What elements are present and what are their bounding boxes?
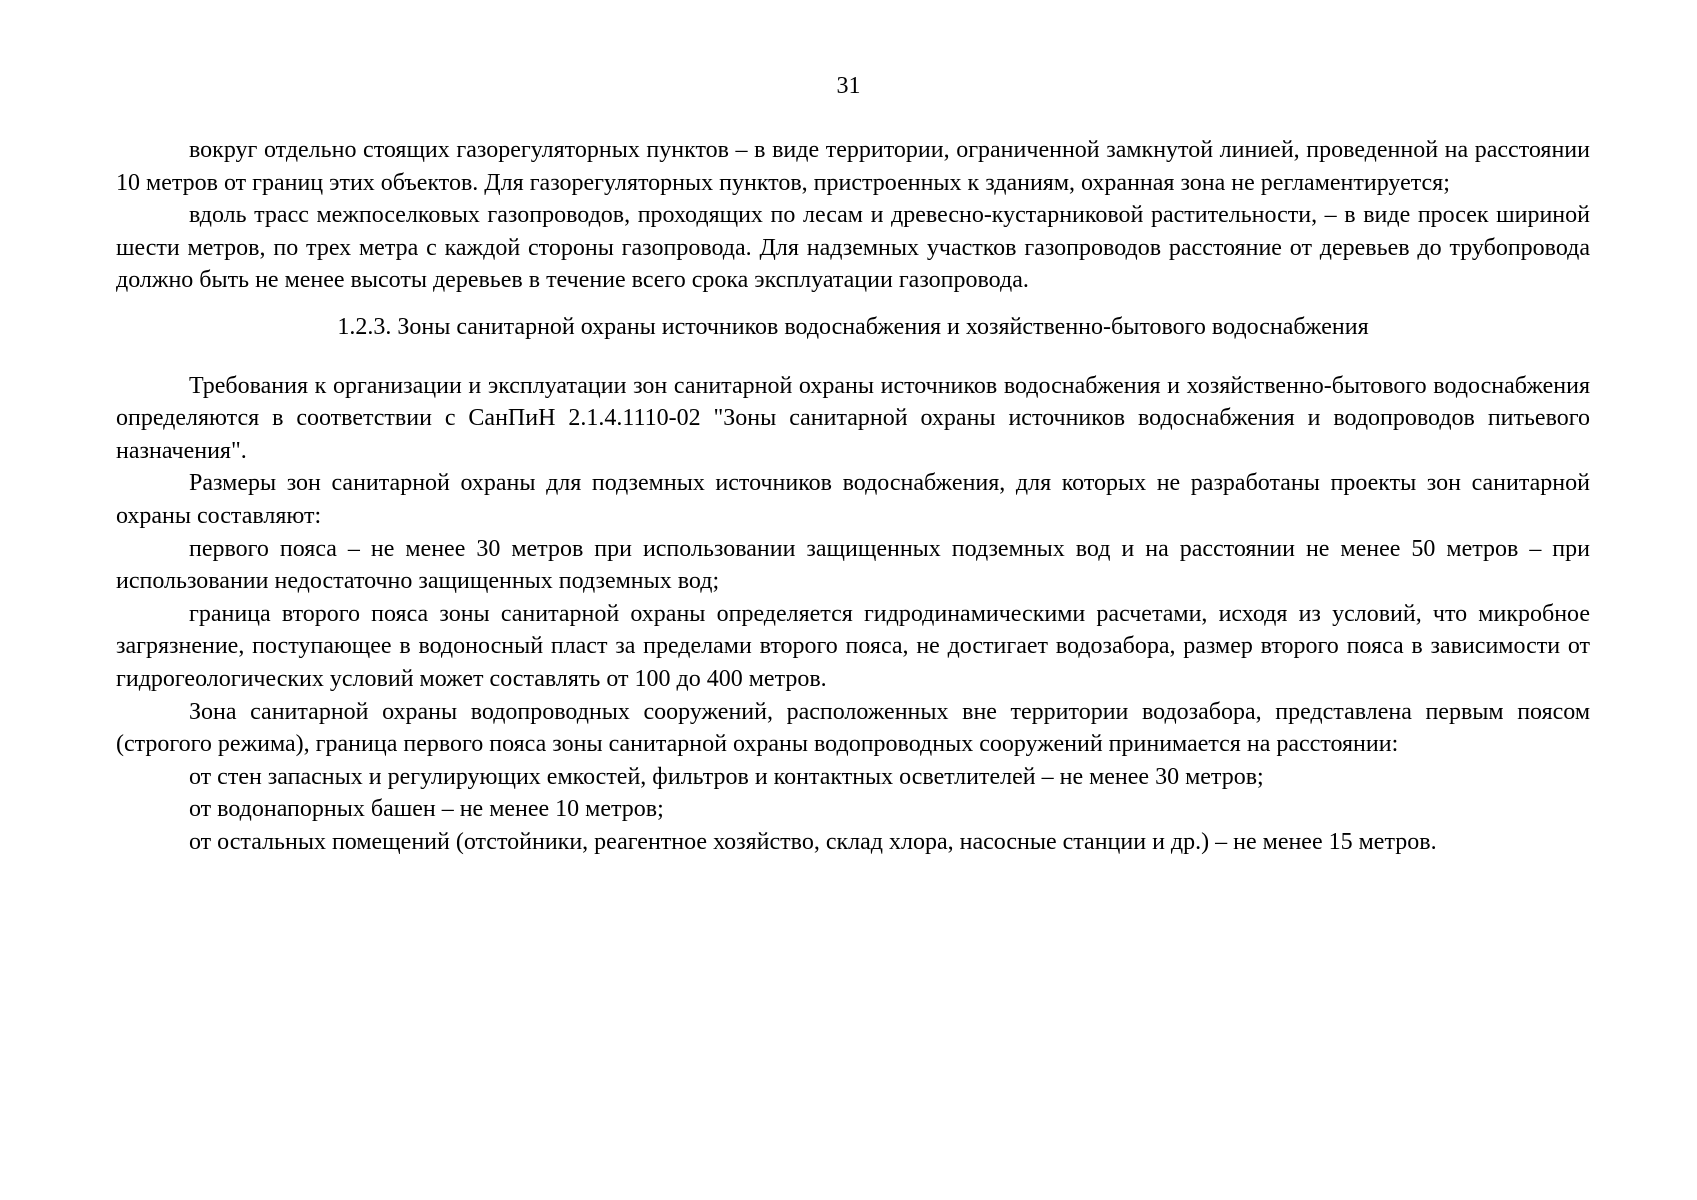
paragraph-second-belt: граница второго пояса зоны санитарной охраны определяется гидродинамическими расчетами, исходя из условий, что микробное загрязнение, поступающее в водоносный пласт за пределами второго пояса, не достигает водозабора, размер второго пояса в зависимости от гидрогеологических условий может составлять от 100 до 400 метров. bbox=[116, 600, 1590, 692]
paragraph-intersettlement-pipelines: вдоль трасс межпоселковых газопроводов, проходящих по лесам и древесно-кустарниковой растительности, – в виде просек шириной шести метров, по трех метра с каждой стороны газопровода. Для надземных участков газопроводов расстояние от деревьев до трубопровода должно быть не менее высоты деревьев в течение всего срока эксплуатации газопровода. bbox=[116, 202, 1590, 294]
paragraph-water-towers-distance: от водонапорных башен – не менее 10 метров; bbox=[189, 796, 664, 823]
page-content bbox=[116, 134, 1590, 858]
paragraph-other-premises-distance: от остальных помещений (отстойники, реагентное хозяйство, склад хлора, насосные станции и др.) – не менее 15 метров. bbox=[189, 828, 1437, 855]
paragraph-waterworks-zone: Зона санитарной охраны водопроводных сооружений, расположенных вне территории водозабора, представлена первым поясом (строгого режима), граница первого пояса зоны санитарной охраны водопроводных сооружений принимается на расстоянии: bbox=[116, 698, 1590, 758]
paragraph-zone-sizes: Размеры зон санитарной охраны для подземных источников водоснабжения, для которых не разработаны проекты зон санитарной охраны составляют: bbox=[116, 470, 1590, 529]
paragraph-reservoirs-distance: от стен запасных и регулирующих емкостей, фильтров и контактных осветлителей – не менее 30 метров; bbox=[189, 763, 1264, 790]
paragraph-first-belt: первого пояса – не менее 30 метров при использовании защищенных подземных вод и на расстоянии не менее 50 метров – при использовании недостаточно защищенных подземных вод; bbox=[116, 535, 1590, 595]
page-number: 31 bbox=[836, 73, 861, 99]
paragraph-gas-regulator-points: вокруг отдельно стоящих газорегуляторных пунктов – в виде территории, ограниченной замкнутой линией, проведенной на расстоянии 10 метров от границ этих объектов. Для газорегуляторных пунктов, пристроенных к зданиям, охранная зона не регламентируется; bbox=[116, 137, 1590, 196]
paragraph-sanpin-requirements: Требования к организации и эксплуатации зон санитарной охраны источников водоснабжения и хозяйственно-бытового водоснабжения определяются в соответствии с СанПиН 2.1.4.1110-02 "Зоны санитарной охраны источников водоснабжения и водопроводов питьевого назначения". bbox=[116, 372, 1590, 464]
section-heading: 1.2.3. Зоны санитарной охраны источников водоснабжения и хозяйственно-бытового водоснабжения bbox=[337, 313, 1369, 340]
